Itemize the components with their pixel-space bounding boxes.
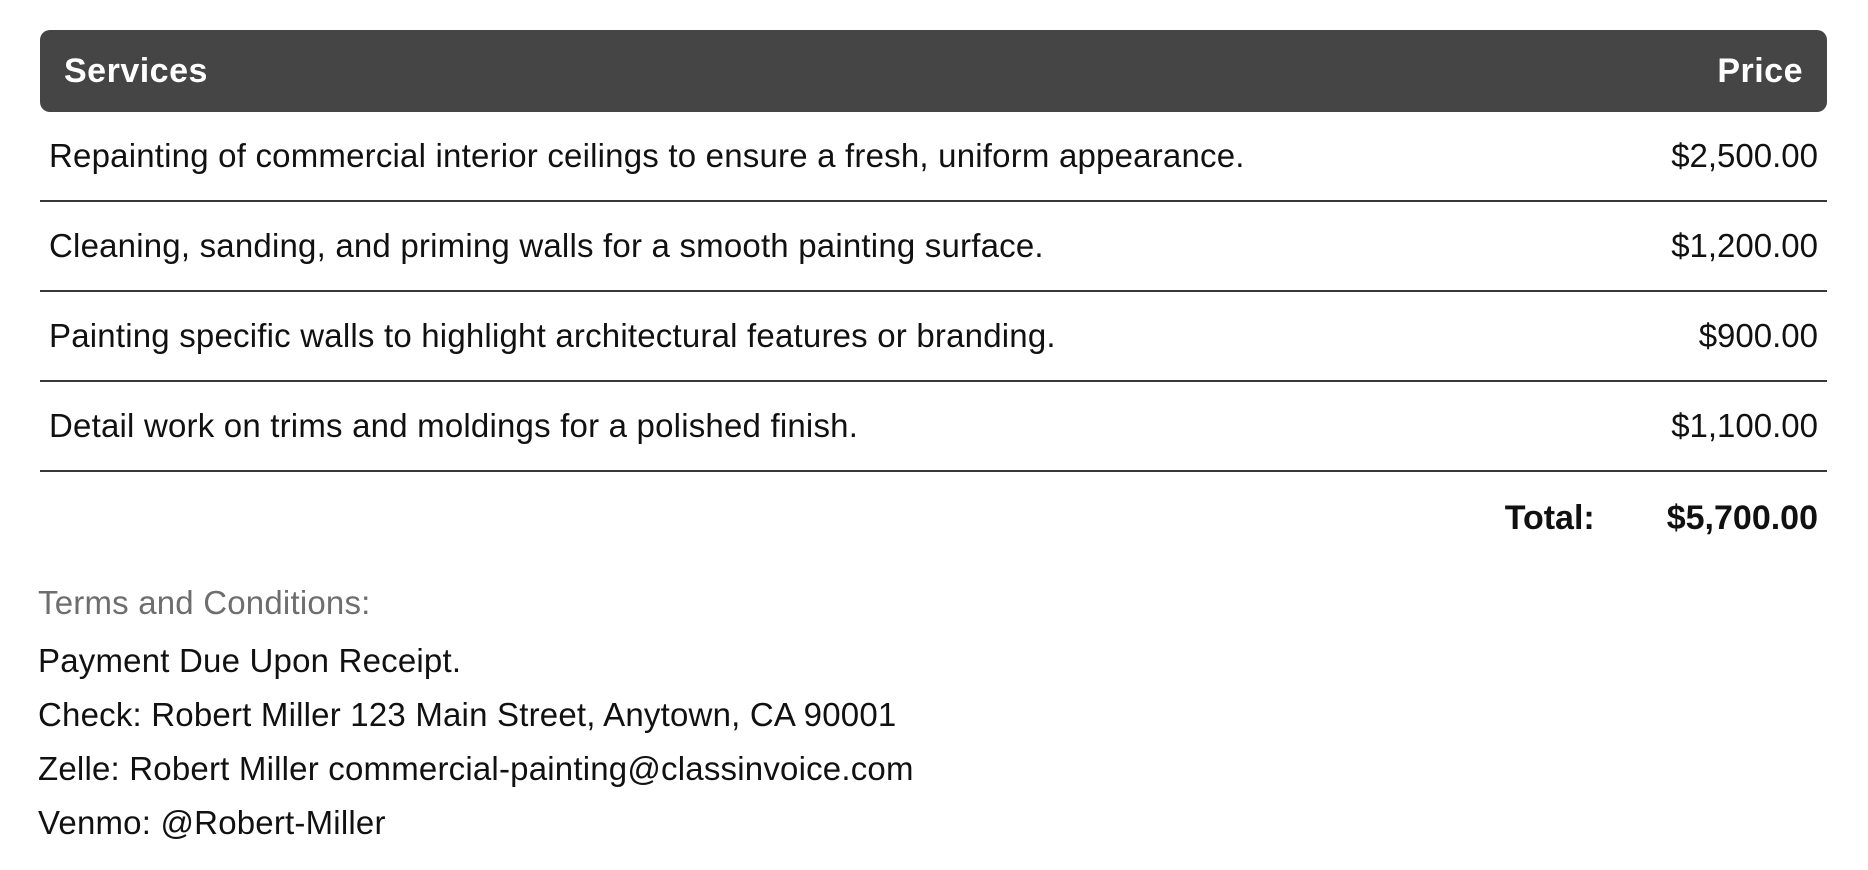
service-price: $900.00 xyxy=(1698,317,1818,354)
service-description: Repainting of commercial interior ceilings to ensure a fresh, uniform appearance. xyxy=(49,137,1245,174)
table-row xyxy=(40,382,1827,472)
terms-line-check: Check: Robert Miller 123 Main Street, Anytown, CA 90001 xyxy=(38,696,897,733)
invoice-table xyxy=(40,30,1827,564)
table-header-row xyxy=(40,30,1827,112)
terms-heading: Terms and Conditions: xyxy=(38,584,371,621)
table-row xyxy=(40,292,1827,382)
terms-line-venmo: Venmo: @Robert-Miller xyxy=(38,804,386,841)
total-row xyxy=(40,472,1827,564)
service-description: Detail work on trims and moldings for a polished finish. xyxy=(49,407,859,444)
terms-section xyxy=(38,576,914,850)
service-price: $1,200.00 xyxy=(1671,227,1818,264)
terms-line-zelle: Zelle: Robert Miller commercial-painting@classinvoice.com xyxy=(38,750,914,787)
service-description: Painting specific walls to highlight architectural features or branding. xyxy=(49,317,1056,354)
total-value: $5,700.00 xyxy=(1666,498,1818,537)
terms-line-payment: Payment Due Upon Receipt. xyxy=(38,642,462,679)
price-column-header: Price xyxy=(1717,51,1803,90)
services-column-header: Services xyxy=(64,51,208,90)
service-price: $2,500.00 xyxy=(1671,137,1818,174)
service-price: $1,100.00 xyxy=(1671,407,1818,444)
table-row xyxy=(40,112,1827,202)
total-label: Total: xyxy=(1504,498,1595,537)
service-description: Cleaning, sanding, and priming walls for a smooth painting surface. xyxy=(49,227,1044,264)
table-row xyxy=(40,202,1827,292)
